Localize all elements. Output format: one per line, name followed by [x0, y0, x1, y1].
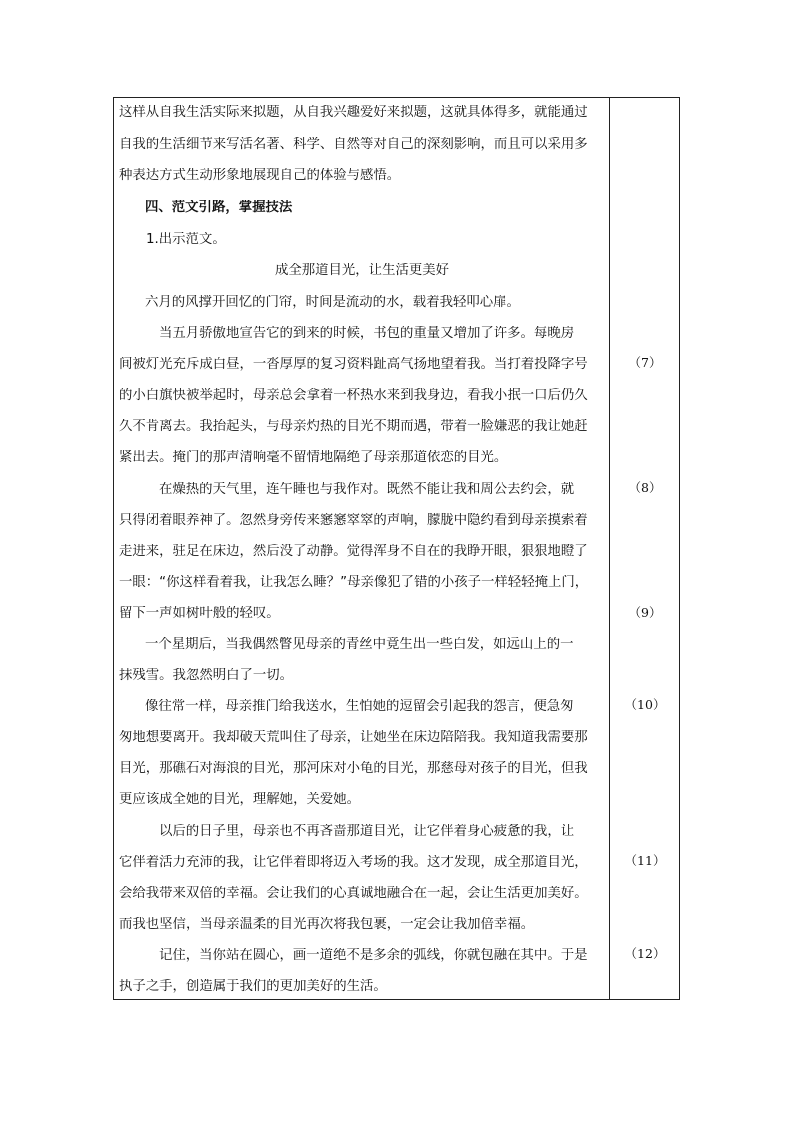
text-line: 一个星期后，当我偶然瞥见母亲的青丝中竟生出一些白发，如远山上的一 — [145, 637, 574, 652]
text-line: 它伴着活力充沛的我，让它伴着即将迈入考场的我。这才发现，成全那道目光， — [119, 855, 588, 870]
text-line: 而我也坚信，当母亲温柔的目光再次将我包裹，一定会让我加倍幸福。 — [119, 917, 535, 932]
text-line: 这样从自我生活实际来拟题，从自我兴趣爱好来拟题，这就具体得多，就能通过 — [119, 105, 588, 120]
text-line: 的小白旗快被举起时，母亲总会拿着一杯热水来到我身边，看我小抿一口后仍久 — [119, 388, 588, 403]
text-line: 一眼：“你这样看着我，让我怎么睡？”母亲像犯了错的小孩子一样轻轻掩上门， — [119, 575, 589, 590]
text-line: 以后的日子里，母亲也不再吝啬那道目光，让它伴着身心疲惫的我，让 — [159, 824, 575, 839]
paragraph-number: （12） — [624, 946, 666, 961]
text-line: 种表达方式生动形象地展现自己的体验与感悟。 — [119, 168, 401, 183]
text-line: 紧出去。掩门的那声清响毫不留情地隔绝了母亲那道依恋的目光。 — [119, 450, 508, 465]
text-line: 六月的风撑开回忆的门帘，时间是流动的水，载着我轻叩心扉。 — [145, 295, 520, 310]
column-divider — [609, 97, 610, 1000]
paragraph-number: （7） — [628, 355, 662, 370]
text-line: 像往常一样，母亲推门给我送水，生怕她的逗留会引起我的怨言，便急匆 — [145, 699, 574, 714]
essay-title: 成全那道目光，让生活更美好 — [274, 263, 450, 278]
text-line: 会给我带来双倍的幸福。会让我们的心真诚地融合在一起，会让生活更加美好。 — [119, 886, 588, 901]
text-line: 久不肯离去。我抬起头，与母亲灼热的目光不期而遇，带着一脸嫌恶的我让她赶 — [119, 419, 588, 434]
text-line: 抹残雪。我忽然明白了一切。 — [119, 668, 294, 683]
paragraph-number: （11） — [624, 853, 666, 868]
text-line: 走进来，驻足在床边，然后没了动静。觉得浑身不自在的我睁开眼，狠狠地瞪了 — [119, 544, 588, 559]
text-line: 更应该成全她的目光，理解她，关爱她。 — [119, 792, 361, 807]
paragraph-number: （8） — [628, 480, 662, 495]
text-line: 目光，那礁石对海浪的目光，那河床对小龟的目光，那慈母对孩子的目光，但我 — [119, 761, 588, 776]
text-line: 执子之手，创造属于我们的更加美好的生活。 — [119, 979, 387, 994]
text-line: 记住，当你站在圆心，画一道绝不是多余的弧线，你就包融在其中。于是 — [159, 948, 588, 963]
instruction-line: 1.出示范文。 — [146, 232, 226, 247]
text-line: 间被灯光充斥成白昼，一沓厚厚的复习资料趾高气扬地望着我。当打着投降字号 — [119, 357, 588, 372]
section-heading: 四、范文引路，掌握技法 — [145, 200, 293, 215]
text-line: 在燥热的天气里，连午睡也与我作对。既然不能让我和周公去约会，就 — [159, 482, 575, 497]
text-line: 当五月骄傲地宣告它的到来的时候，书包的重量又增加了许多。每晚房 — [159, 326, 575, 341]
text-line: 留下一声如树叶般的轻叹。 — [119, 606, 280, 621]
text-line: 自我的生活细节来写活名著、科学、自然等对自己的深刻影响，而且可以采用多 — [119, 137, 588, 152]
paragraph-number: （10） — [624, 697, 666, 712]
text-line: 只得闭着眼养神了。忽然身旁传来窸窸窣窣的声响，朦胧中隐约看到母亲摸索着 — [119, 513, 588, 528]
text-line: 匆地想要离开。我却破天荒叫住了母亲，让她坐在床边陪陪我。我知道我需要那 — [119, 730, 588, 745]
paragraph-number: （9） — [628, 605, 662, 620]
